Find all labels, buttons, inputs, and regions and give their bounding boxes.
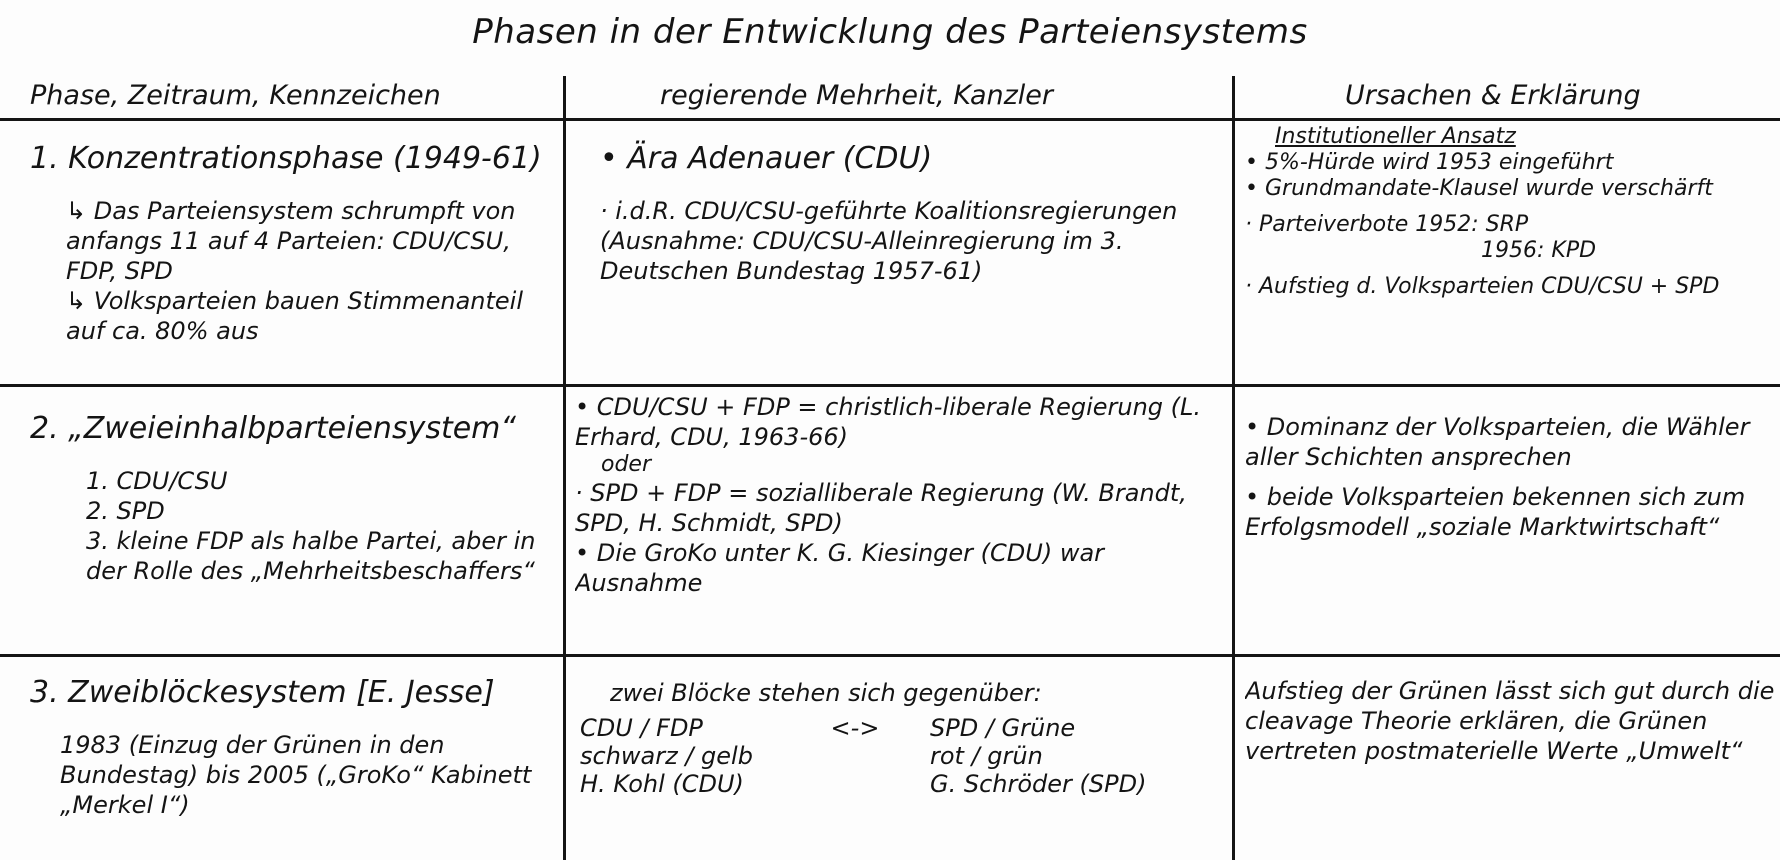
row3-right-block-line-3: G. Schröder (SPD): [930, 770, 1147, 798]
row3-left-block-line-1: CDU / FDP: [580, 714, 703, 742]
row1-causes-line-4: 1956: KPD: [1481, 238, 1597, 263]
row1-majority-heading: • Ära Adenauer (CDU): [600, 141, 933, 176]
row2-phase-line-3: 3. kleine FDP als halbe Partei, aber in der Rolle des „Mehrheitsbeschaffers“: [86, 527, 536, 585]
page-title: Phasen in der Entwicklung des Parteiensystems: [472, 12, 1308, 52]
row1-majority-cell: [600, 140, 1220, 380]
row3-left-block: [580, 714, 780, 798]
row1-majority-line-1: · i.d.R. CDU/CSU-geführte Koalitionsregierungen (Ausnahme: CDU/CSU-Alleinregierung im 3. Deutschen Bundestag 1957-61): [600, 197, 1178, 285]
row3-causes-cell: [1245, 676, 1775, 858]
row1-phase-cell: [30, 140, 555, 380]
row3-right-block-line-1: SPD / Grüne: [930, 714, 1076, 742]
row2-majority-cell: [575, 392, 1225, 650]
row3-phase-cell: [30, 674, 555, 858]
row2-causes-line-1: • Dominanz der Volksparteien, die Wähler aller Schichten ansprechen: [1245, 413, 1750, 471]
row1-phase-heading: 1. Konzentrationsphase (1949-61): [30, 141, 542, 176]
row1-phase-line-1: ↳ Das Parteiensystem schrumpft von anfangs 11 auf 4 Parteien: CDU/CSU, FDP, SPD: [66, 197, 516, 285]
row3-left-block-line-3: H. Kohl (CDU): [580, 770, 744, 798]
row1-causes-line-2: • Grundmandate-Klausel wurde verschärft: [1245, 176, 1713, 201]
row2-causes-cell: [1245, 412, 1775, 650]
row1-causes-line-1: • 5%-Hürde wird 1953 eingeführt: [1245, 150, 1614, 175]
header-phase: Phase, Zeitraum, Kennzeichen: [30, 80, 441, 111]
row2-majority-line-4: • Die GroKo unter K. G. Kiesinger (CDU) war Ausnahme: [575, 539, 1105, 597]
row3-majority-cell: [580, 678, 1225, 858]
row3-right-block: [930, 714, 1190, 798]
row-divider-2: [0, 654, 1780, 657]
row-divider-1: [0, 384, 1780, 387]
row2-majority-line-1: • CDU/CSU + FDP = christlich-liberale Regierung (L. Erhard, CDU, 1963-66): [575, 393, 1202, 451]
row3-left-block-line-2: schwarz / gelb: [580, 742, 753, 770]
header-majority: regierende Mehrheit, Kanzler: [660, 80, 1054, 111]
row2-phase-cell: [30, 410, 555, 650]
row3-right-block-line-2: rot / grün: [930, 742, 1043, 770]
column-divider-1: [563, 76, 566, 860]
row1-causes-heading: Institutioneller Ansatz: [1275, 124, 1516, 149]
row2-causes-line-2: • beide Volksparteien bekennen sich zum Erfolgsmodell „soziale Marktwirtschaft“: [1245, 483, 1746, 541]
column-divider-2: [1232, 76, 1235, 860]
row2-majority-line-2: oder: [601, 452, 652, 477]
row1-phase-line-2: ↳ Volksparteien bauen Stimmenanteil auf ca. 80% aus: [66, 287, 523, 345]
row3-phase-line-1: 1983 (Einzug der Grünen in den Bundestag) bis 2005 („GroKo“ Kabinett „Merkel I“): [60, 731, 532, 819]
row3-blocks: [580, 714, 1225, 798]
header-causes: Ursachen & Erklärung: [1345, 80, 1641, 111]
row1-causes-line-5: · Aufstieg d. Volksparteien CDU/CSU + SPD: [1245, 274, 1720, 299]
row1-causes-cell: [1245, 124, 1775, 382]
row1-causes-line-3: · Parteiverbote 1952: SRP: [1245, 212, 1529, 237]
row3-phase-heading: 3. Zweiblöckesystem [E. Jesse]: [30, 675, 495, 710]
row3-arrow: <->: [830, 714, 880, 742]
row3-causes-line-1: Aufstieg der Grünen lässt sich gut durch die cleavage Theorie erklären, die Grünen vertreten postmaterielle Werte „Umwelt“: [1245, 677, 1775, 765]
row2-majority-line-3: · SPD + FDP = sozialliberale Regierung (W. Brandt, SPD, H. Schmidt, SPD): [575, 479, 1187, 537]
row3-majority-heading: zwei Blöcke stehen sich gegenüber:: [610, 679, 1042, 707]
row2-phase-line-1: 1. CDU/CSU: [86, 467, 228, 495]
row2-phase-heading: 2. „Zweieinhalbparteiensystem“: [30, 411, 516, 446]
row2-phase-line-2: 2. SPD: [86, 497, 165, 525]
